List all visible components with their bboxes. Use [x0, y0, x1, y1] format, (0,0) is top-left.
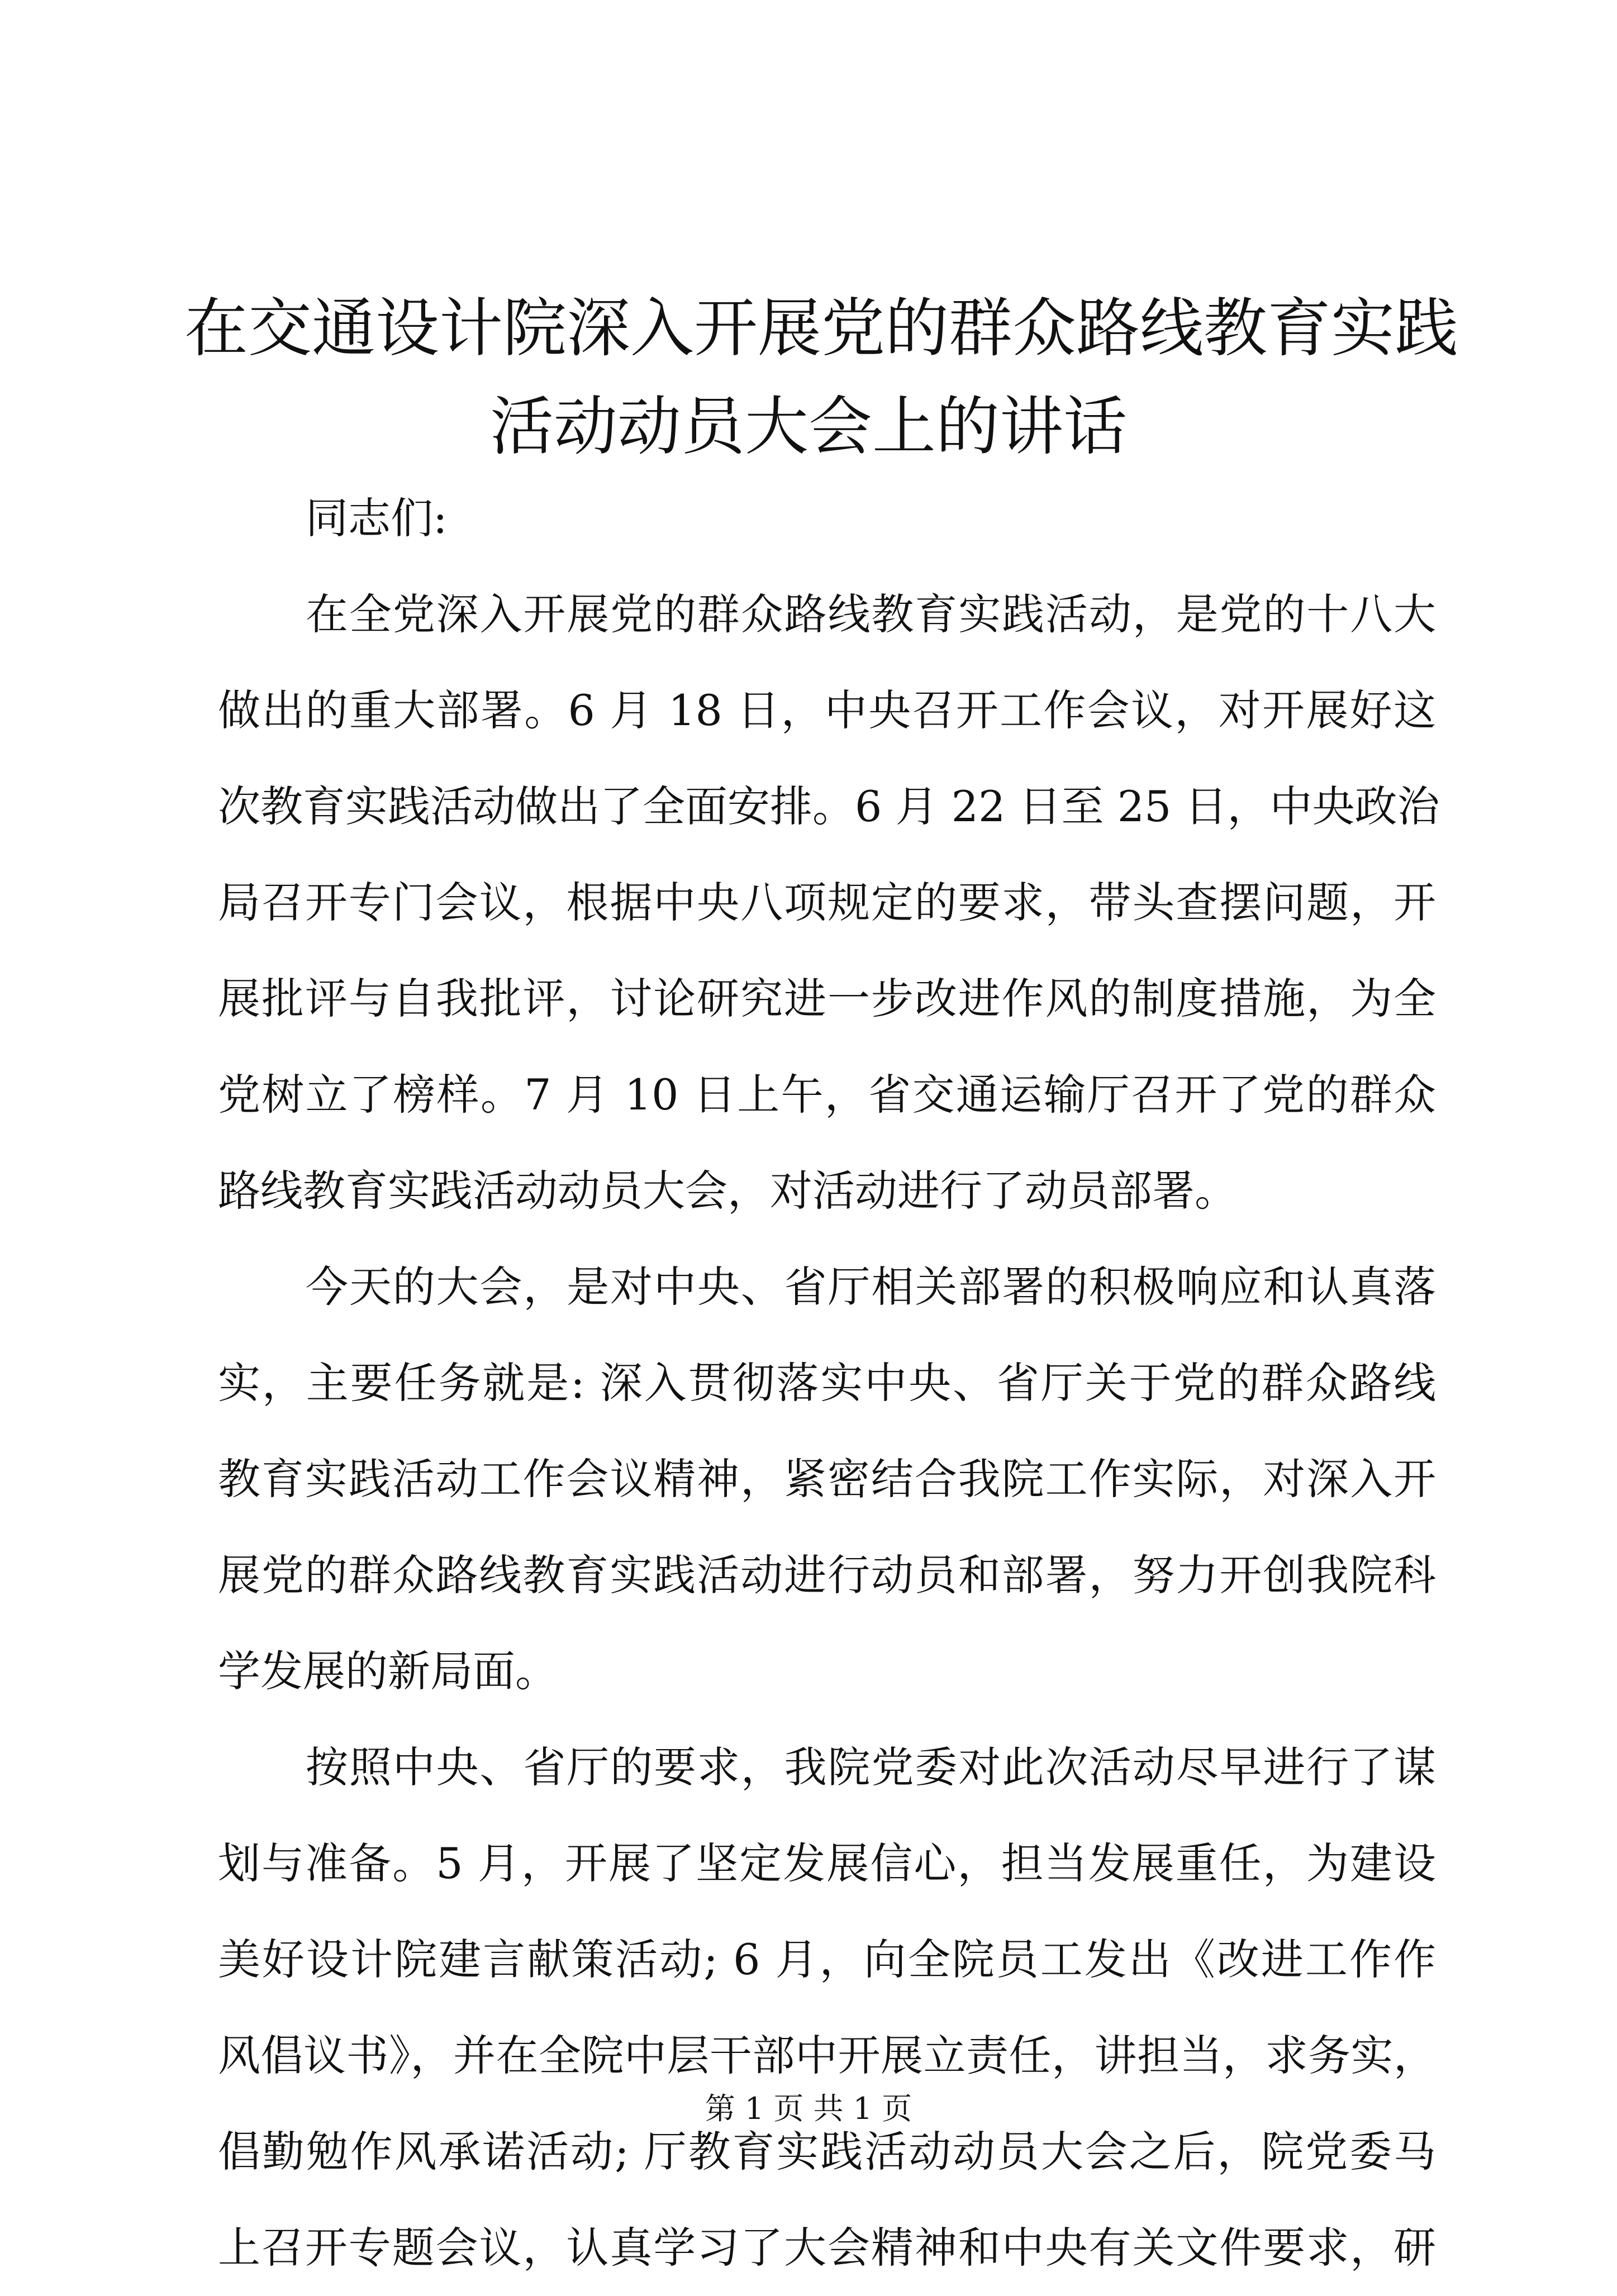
text-line: 展批评与自我批评，讨论研究进一步改进作风的制度措施，为全 [218, 974, 1436, 1023]
text-line: 路线教育实践活动动员大会，对活动进行了动员部署。 [218, 1166, 1237, 1216]
document-title [184, 279, 1459, 476]
text-line: 上召开专题会议，认真学习了大会精神和中央有关文件要求，研 [218, 2223, 1436, 2273]
document-body [218, 470, 1440, 2296]
text-line: 次教育实践活动做出了全面安排。6 月 22 日至 25 日，中央政治 [218, 782, 1440, 831]
text-line: 在全党深入开展党的群众路线教育实践活动，是党的十八大 [306, 589, 1436, 639]
page-footer: 第 1 页 共 1 页 [705, 2091, 912, 2126]
title-line-2: 活动动员大会上的讲话 [489, 389, 1127, 464]
text-line: 做出的重大部署。6 月 18 日，中央召开工作会议，对开展好这 [218, 685, 1436, 735]
text-line: 教育实践活动工作会议精神，紧密结合我院工作实际，对深入开 [218, 1454, 1436, 1504]
text-line: 风倡议书》，并在全院中层干部中开展立责任，讲担当，求务实， [218, 2031, 1436, 2080]
text-line: 按照中央、省厅的要求，我院党委对此次活动尽早进行了谋 [306, 1742, 1436, 1792]
text-line: 学发展的新局面。 [218, 1646, 558, 1696]
text-line: 同志们: [306, 493, 448, 543]
text-line: 党树立了榜样。7 月 10 日上午，省交通运输厅召开了党的群众 [218, 1070, 1436, 1120]
title-line-1: 在交通设计院深入开展党的群众路线教育实践 [184, 291, 1459, 365]
text-line: 局召开专门会议，根据中央八项规定的要求，带头查摆问题，开 [218, 878, 1436, 927]
text-line: 倡勤勉作风承诺活动; 厅教育实践活动动员大会之后，院党委马 [218, 2127, 1436, 2176]
text-line: 今天的大会，是对中央、省厅相关部署的积极响应和认真落 [306, 1262, 1436, 1312]
text-line: 实，主要任务就是: 深入贯彻落实中央、省厅关于党的群众路线 [218, 1358, 1436, 1408]
text-line: 划与准备。5 月，开展了坚定发展信心，担当发展重任，为建设 [218, 1838, 1436, 1888]
text-line: 美好设计院建言献策活动; 6 月，向全院员工发出《改进工作作 [218, 1935, 1436, 1984]
text-line: 展党的群众路线教育实践活动进行动员和部署，努力开创我院科 [218, 1550, 1436, 1600]
